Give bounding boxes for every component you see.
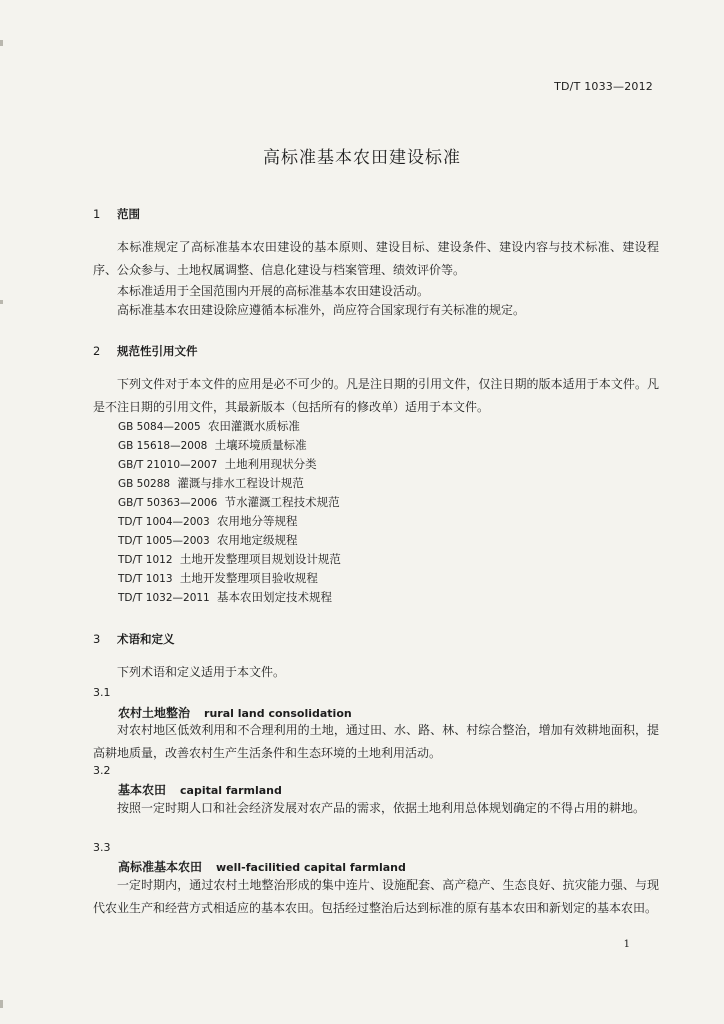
reference-item bbox=[118, 532, 298, 548]
reference-item bbox=[118, 475, 304, 491]
reference-code: TD/T 1012 bbox=[118, 554, 173, 566]
term-en: well-facilitied capital farmland bbox=[216, 861, 406, 874]
reference-code: GB 15618—2008 bbox=[118, 440, 208, 452]
reference-title: 农用地分等规程 bbox=[217, 514, 298, 528]
section-title: 术语和定义 bbox=[117, 632, 175, 646]
paragraph: 下列术语和定义适用于本文件。 bbox=[117, 665, 286, 679]
reference-title: 土地利用现状分类 bbox=[224, 457, 317, 471]
term-number: 3.1 bbox=[93, 686, 111, 699]
reference-title: 农用地定级规程 bbox=[217, 533, 298, 547]
reference-code: TD/T 1005—2003 bbox=[118, 535, 210, 547]
document-id: TD/T 1033—2012 bbox=[554, 80, 653, 93]
section-number: 1 bbox=[93, 207, 101, 221]
term-zh: 基本农田 bbox=[118, 783, 167, 797]
reference-item bbox=[118, 437, 307, 453]
term-definition: 一定时期内，通过农村土地整治形成的集中连片、设施配套、高产稳产、生态良好、抗灾能力强、与现代农业生产和经营方式相适应的基本农田。包括经过整治后达到标准的原有基本农田和新划定的基本农田。 bbox=[93, 878, 659, 915]
term-zh: 农村土地整治 bbox=[118, 706, 191, 720]
paragraph: 本标准规定了高标准基本农田建设的基本原则、建设目标、建设条件、建设内容与技术标准、建设程序、公众参与、土地权属调整、信息化建设与档案管理、绩效评价等。 bbox=[93, 240, 659, 277]
scan-edge-mark bbox=[0, 300, 3, 304]
reference-code: GB/T 50363—2006 bbox=[118, 497, 218, 509]
section-heading bbox=[93, 206, 140, 222]
term-number: 3.2 bbox=[93, 764, 111, 777]
scan-edge-mark bbox=[0, 1000, 3, 1008]
reference-code: TD/T 1032—2011 bbox=[118, 592, 210, 604]
reference-code: GB 50288 bbox=[118, 478, 171, 490]
paragraph: 下列文件对于本文件的应用是必不可少的。凡是注日期的引用文件，仅注日期的版本适用于本文件。凡是不注日期的引用文件，其最新版本（包括所有的修改单）适用于本文件。 bbox=[93, 377, 659, 414]
reference-item bbox=[118, 551, 341, 567]
reference-item bbox=[118, 570, 318, 586]
page-number: 1 bbox=[623, 939, 630, 950]
section-heading bbox=[93, 631, 175, 647]
scan-edge-mark bbox=[0, 40, 3, 46]
reference-title: 土壤环境质量标准 bbox=[214, 438, 307, 452]
reference-title: 灌溉与排水工程设计规范 bbox=[177, 476, 304, 490]
reference-code: GB 5084—2005 bbox=[118, 421, 201, 433]
section-number: 2 bbox=[93, 344, 101, 358]
paragraph: 高标准基本农田建设除应遵循本标准外，尚应符合国家现行有关标准的规定。 bbox=[117, 303, 526, 317]
term-entry bbox=[118, 781, 282, 798]
reference-item bbox=[118, 589, 332, 605]
reference-item bbox=[118, 494, 340, 510]
term-definition: 对农村地区低效利用和不合理利用的土地，通过田、水、路、林、村综合整治，增加有效耕地面积，提高耕地质量，改善农村生产生活条件和生态环境的土地利用活动。 bbox=[93, 723, 659, 760]
paragraph: 本标准适用于全国范围内开展的高标准基本农田建设活动。 bbox=[117, 284, 430, 298]
reference-item bbox=[118, 418, 300, 434]
reference-code: TD/T 1013 bbox=[118, 573, 173, 585]
reference-title: 土地开发整理项目验收规程 bbox=[179, 571, 318, 585]
section-title: 范围 bbox=[117, 207, 140, 221]
reference-title: 基本农田划定技术规程 bbox=[217, 590, 333, 604]
reference-title: 土地开发整理项目规划设计规范 bbox=[179, 552, 341, 566]
term-en: capital farmland bbox=[180, 784, 282, 797]
term-number: 3.3 bbox=[93, 841, 111, 854]
reference-item bbox=[118, 456, 317, 472]
reference-code: GB/T 21010—2007 bbox=[118, 459, 218, 471]
reference-item bbox=[118, 513, 298, 529]
term-zh: 高标准基本农田 bbox=[118, 860, 203, 874]
section-title: 规范性引用文件 bbox=[117, 344, 198, 358]
section-heading bbox=[93, 343, 198, 359]
page-title: 高标准基本农田建设标准 bbox=[263, 148, 461, 168]
reference-code: TD/T 1004—2003 bbox=[118, 516, 210, 528]
section-number: 3 bbox=[93, 632, 101, 646]
term-en: rural land consolidation bbox=[204, 707, 352, 720]
term-definition: 按照一定时期人口和社会经济发展对农产品的需求，依据土地利用总体规划确定的不得占用的耕地。 bbox=[117, 801, 646, 815]
reference-title: 农田灌溉水质标准 bbox=[207, 419, 300, 433]
reference-title: 节水灌溉工程技术规范 bbox=[224, 495, 340, 509]
term-entry bbox=[118, 858, 406, 875]
